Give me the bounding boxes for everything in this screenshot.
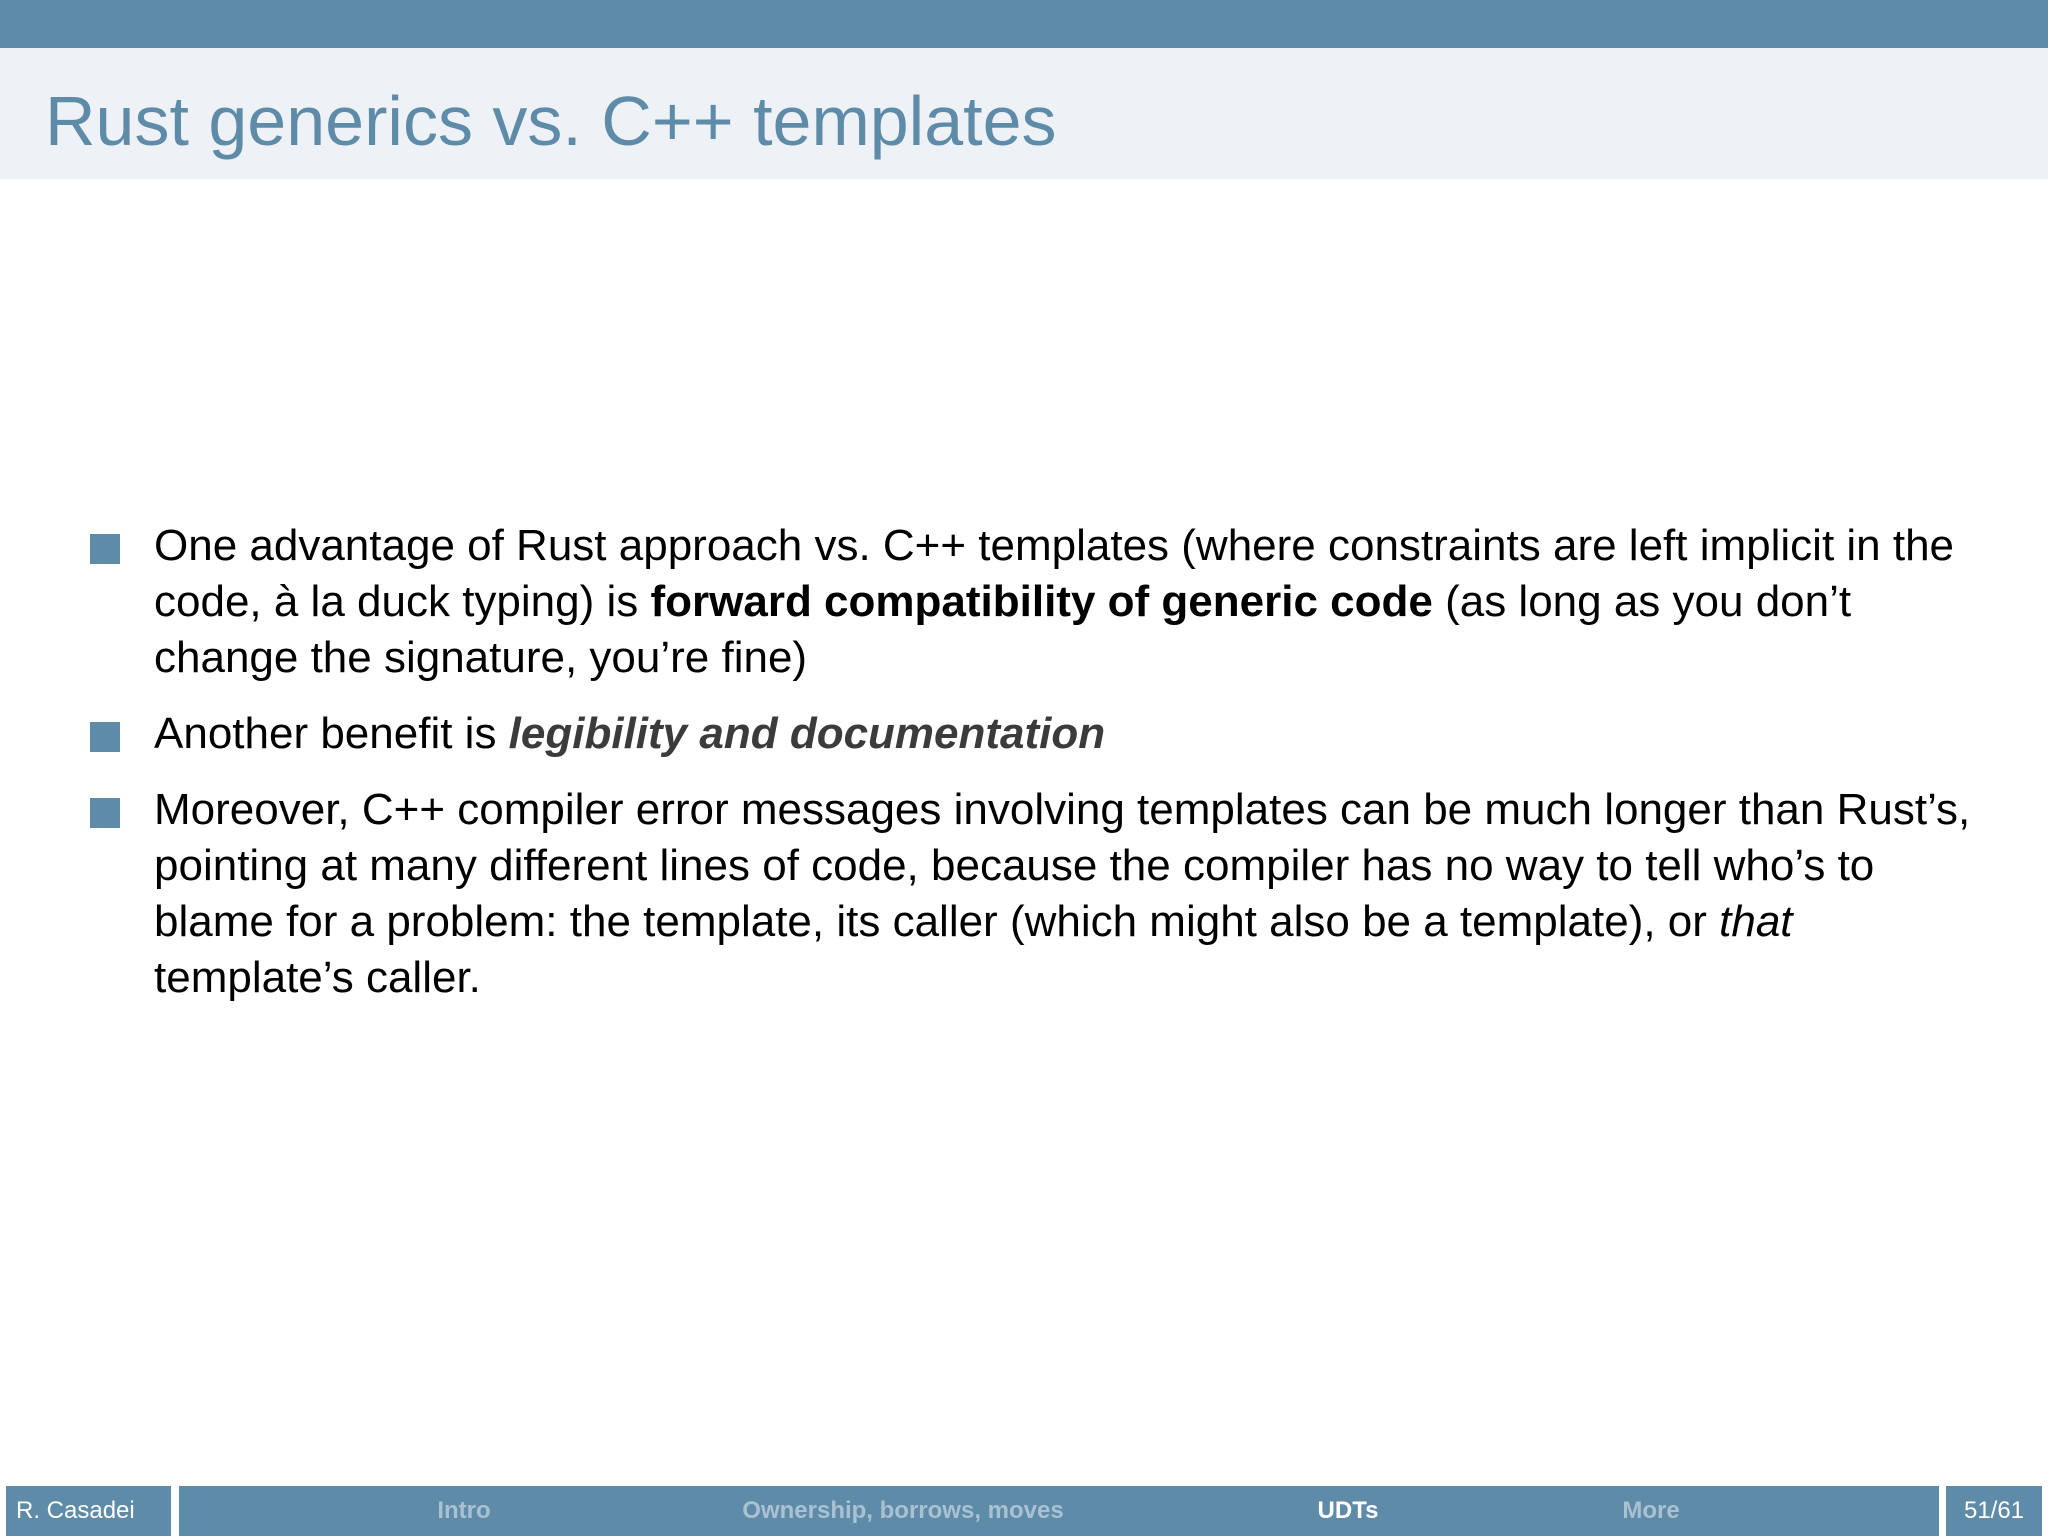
- bullet-italic-text: that: [1719, 897, 1793, 946]
- bullet-square-icon: [90, 534, 120, 564]
- nav-section-udts[interactable]: UDTs: [1317, 1497, 1379, 1524]
- bullet-text: (as long as you don’t change the signature, you’re fine): [154, 577, 1852, 682]
- bullet-bold-text: forward compatibility of generic code: [650, 577, 1433, 626]
- bullet-item-2: [90, 706, 1990, 762]
- bullet-square-icon: [90, 798, 120, 828]
- slide-title: Rust generics vs. C++ templates: [45, 82, 1057, 160]
- footer-section-nav: [179, 1486, 1939, 1536]
- bullet-list: [90, 518, 1990, 1026]
- nav-section-more[interactable]: More: [1622, 1497, 1680, 1524]
- bullet-bold-italic-text: legibility and documentation: [508, 709, 1106, 758]
- bullet-text: One advantage of Rust approach vs. C++ templates (where constraints are left implicit in the code, à la duck typing) is: [154, 521, 1955, 626]
- header-bar: [0, 0, 2048, 48]
- nav-section-ownership[interactable]: Ownership, borrows, moves: [742, 1497, 1064, 1524]
- page-number: 51/61: [1946, 1486, 2042, 1536]
- footer-author: R. Casadei: [6, 1486, 171, 1536]
- bullet-text: Another benefit is: [154, 709, 509, 758]
- bullet-text: template’s caller.: [154, 953, 481, 1002]
- bullet-text: Moreover, C++ compiler error messages involving templates can be much longer than Rust’s, pointing at many different lines of code, because the compiler has no way to tell who’s to blame for a problem: the template, its caller (which might also be a template), or: [154, 785, 1971, 946]
- bullet-item-1: [90, 518, 1990, 686]
- footer: [0, 1486, 2048, 1536]
- bullet-square-icon: [90, 722, 120, 752]
- nav-section-intro[interactable]: Intro: [437, 1497, 491, 1524]
- bullet-item-3: [90, 782, 1990, 1006]
